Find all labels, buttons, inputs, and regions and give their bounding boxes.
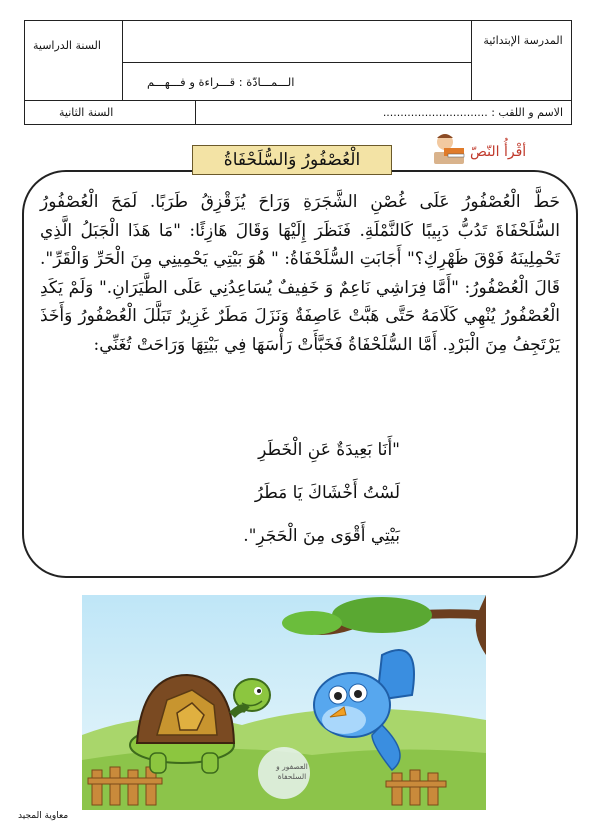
reading-child-icon [430,130,470,168]
header-divider-bottom [25,100,571,101]
credit-text: معاوية المجيد [18,811,69,821]
tree-leaves-2 [282,611,342,635]
header-table [24,20,572,125]
grade-label: السنة الثانية [59,106,114,119]
tree-leaves [332,597,432,633]
poem-line-2: لَسْتُ أَخْشَاكَ يَا مَطَرُ [254,483,400,503]
school-label: المدرسة الإبتدائية [483,34,563,47]
poem-line-3: بَيْتِي أَقْوَى مِنَ الْحَجَرِ". [243,526,400,546]
school-year-label: السنة الدراسية [33,39,101,52]
read-text-label: أقْرأُ النّصّ [470,144,527,160]
header-divider-bottom-left [195,100,196,124]
name-field[interactable]: الاسم و اللقب : .............................. [382,106,563,119]
reading-paragraph: حَطَّ الْعُصْفُورُ عَلَى غُصْنِ الشَّجَرَةِ وَرَاحَ يُزَقْزِقُ طَرَبًا. لَمَحَ الْعُصْفُورُ السُّلَحْفَاةَ تَدُبُّ دَبِيبًا كَالنَّمْلَةِ. فَنَظَرَ إِلَيْهَا وَقَالَ هَازِئًا: "مَا هَذَا الْجَبَلُ الَّذِي تَحْمِلِينَهُ فَوْقَ ظَهْرِكِ؟" أَجَابَتِ السُّلَحْفَاةُ: " هُوَ بَيْتِي يَحْمِينِي مِنَ الْحَرِّ وَالْقَرِّ". قَالَ الْعُصْفُورُ: "أَمَّا فِرَاشِي نَاعِمٌ وَ خَفِيفٌ يُسَاعِدُنِي عَلَى الطَّيَرَانِ." وَلَمْ يَكَدِ الْعُصْفُورُ يُنْهِي كَلَامَهُ حَتَّى هَبَّتْ عَاصِفَةٌ وَنَزَلَ مَطَرٌ غَزِيرٌ تَبَلَّلَ الْعُصْفُورُ وَأَخَذَ يَرْتَجِفُ مِنَ الْبَرْدِ. أَمَّا السُّلَحْفَاةُ فَخَبَّأَتْ رَأْسَهَا فِي بَيْتِهَا وَرَاحَتْ تُغَنِّي: [40,192,560,355]
poem-line-1: "أَنَا بَعِيدَةٌ عَنِ الْخَطَرِ [258,440,400,460]
illustration-caption: العصفور و السلحفاة [276,762,308,781]
header-divider-middle [122,62,471,63]
text-title: الْعُصْفُورُ وَالسُّلَحْفَاةُ [192,145,392,175]
header-divider-right [471,21,472,100]
subject-label: الـــمـــادّة : قـــراءة و فـــهـــم [147,75,295,89]
header-divider-left [122,21,123,100]
